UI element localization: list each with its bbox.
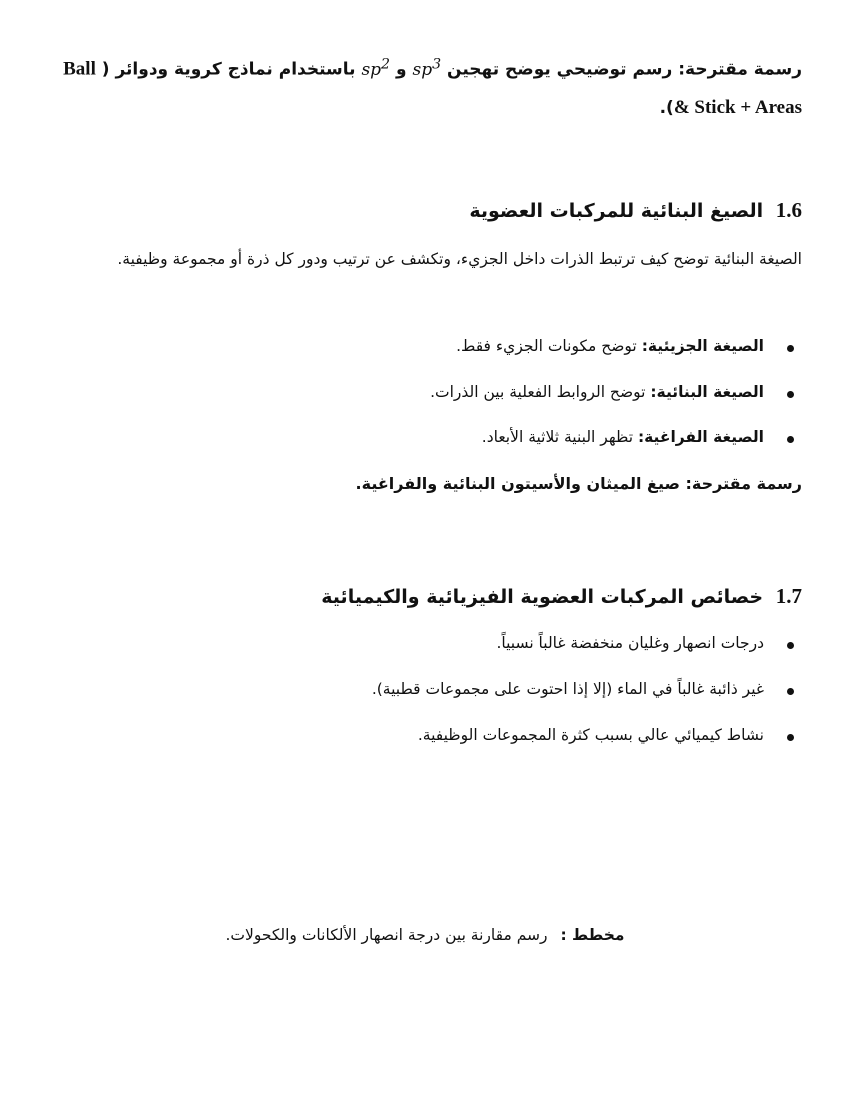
section-1-6-suggestion: رسمة مقترحة: صيغ الميثان والأسيتون البنائية والفراغية.: [355, 474, 802, 493]
intro-closing: ).: [659, 97, 674, 118]
bullet-text: توضح مكونات الجزيء فقط.: [456, 337, 637, 355]
intro-text-a: رسم توضيحي يوضح تهجين: [447, 59, 673, 80]
chart-note: [0, 926, 850, 944]
chart-note-label: مخطط :: [560, 926, 625, 944]
bullet-term: الصيغة الفراغية:: [637, 428, 764, 446]
bullet-term: الصيغة البنائية:: [650, 383, 764, 401]
bullet-dot: [787, 642, 794, 649]
section-1-6-number: 1.6: [775, 198, 802, 222]
intro-suggestion: [48, 46, 802, 127]
bullet-term: الصيغة الجزيئية:: [641, 337, 764, 355]
section-1-6-paragraph: الصيغة البنائية توضح كيف ترتبط الذرات داخل الجزيء، وتكشف عن ترتيب ودور كل ذرة أو مجموعة وظيفية.: [117, 250, 802, 268]
bullet-structural-formula: [430, 383, 764, 401]
bullet-text: نشاط كيميائي عالي بسبب كثرة المجموعات الوظيفية.: [417, 726, 764, 744]
sp3-term: $sp^3$: [412, 56, 442, 80]
bullet-spatial-formula: [482, 428, 764, 446]
section-1-7-title: خصائص المركبات العضوية الفيزيائية والكيميائية: [321, 586, 764, 608]
section-1-7-number: 1.7: [775, 584, 802, 608]
bullet-text: غير ذائبة غالباً في الماء (إلا إذا احتوت على مجموعات قطبية).: [371, 680, 764, 698]
bullet-dot: [787, 688, 794, 695]
bullet-dot: [787, 436, 794, 443]
sp2-term: $sp^2$: [361, 56, 391, 80]
bullet-dot: [787, 345, 794, 352]
bullet-text: توضح الروابط الفعلية بين الذرات.: [430, 383, 646, 401]
bullet-dot: [787, 391, 794, 398]
bullet-solubility: [372, 680, 764, 698]
chart-note-text: رسم مقارنة بين درجة انصهار الألكانات والكحولات.: [225, 926, 548, 944]
bullet-molecular-formula: [456, 337, 764, 355]
section-1-6-heading: [469, 198, 802, 223]
intro-and: و: [395, 59, 407, 80]
section-1-7-heading: [321, 584, 802, 609]
intro-english-models: Ball & Stick + Areas: [63, 58, 802, 118]
intro-text-b: باستخدام نماذج كروية ودوائر (: [101, 59, 356, 80]
bullet-melting-boiling: [496, 634, 764, 652]
bullet-text: درجات انصهار وغليان منخفضة غالباً نسبياً.: [496, 634, 764, 652]
bullet-dot: [787, 734, 794, 741]
bullet-text: تظهر البنية ثلاثية الأبعاد.: [481, 428, 634, 446]
section-1-6-title: الصيغ البنائية للمركبات العضوية: [469, 200, 764, 222]
intro-label: رسمة مقترحة:: [678, 59, 802, 80]
bullet-reactivity: [418, 726, 764, 744]
